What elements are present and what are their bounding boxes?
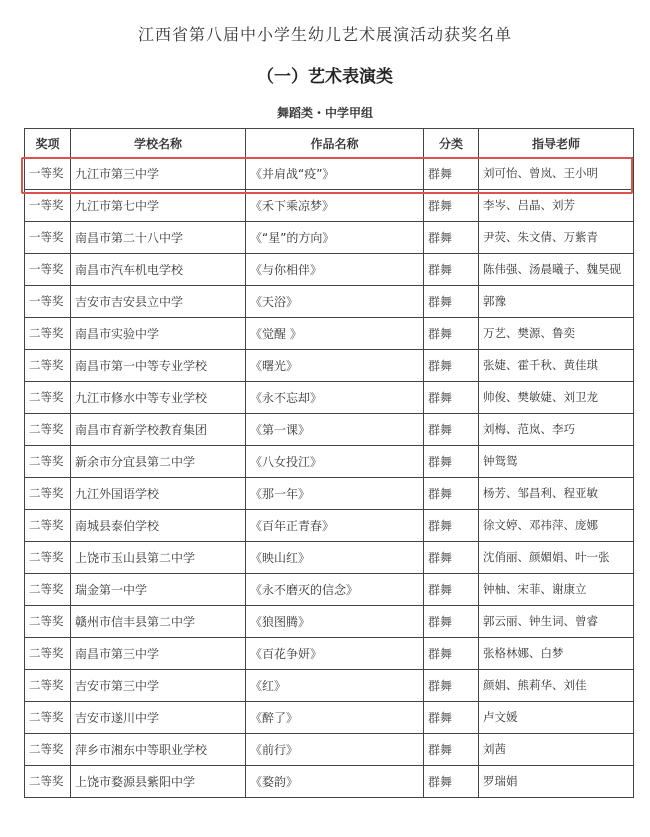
award-cell: 一等奖 — [25, 190, 71, 222]
work-cell: 《永不磨灭的信念》 — [246, 574, 424, 606]
category-cell: 群舞 — [424, 414, 479, 446]
work-cell: 《并肩战“疫”》 — [246, 158, 424, 190]
header-work: 作品名称 — [246, 129, 424, 158]
award-cell: 二等奖 — [25, 510, 71, 542]
award-cell: 二等奖 — [25, 734, 71, 766]
school-cell: 上饶市婺源县紫阳中学 — [71, 766, 246, 798]
header-school: 学校名称 — [71, 129, 246, 158]
school-cell: 南昌市第二十八中学 — [71, 222, 246, 254]
teacher-cell: 张婕、霍千秋、黄佳琪 — [479, 350, 634, 382]
award-cell: 二等奖 — [25, 670, 71, 702]
table-row — [25, 574, 634, 606]
work-cell: 《百花争妍》 — [246, 638, 424, 670]
work-cell: 《映山红》 — [246, 542, 424, 574]
category-cell: 群舞 — [424, 542, 479, 574]
header-category: 分类 — [424, 129, 479, 158]
work-cell: 《天浴》 — [246, 286, 424, 318]
award-cell: 二等奖 — [25, 350, 71, 382]
work-cell: 《那一年》 — [246, 478, 424, 510]
table-row — [25, 510, 634, 542]
category-cell: 群舞 — [424, 510, 479, 542]
teacher-cell: 沈俏丽、颜媚娟、叶一张 — [479, 542, 634, 574]
work-cell: 《前行》 — [246, 734, 424, 766]
school-cell: 南昌市育新学校教育集团 — [71, 414, 246, 446]
work-cell: 《曙光》 — [246, 350, 424, 382]
award-cell: 一等奖 — [25, 222, 71, 254]
category-cell: 群舞 — [424, 446, 479, 478]
teacher-cell: 郭云丽、钟生词、曾睿 — [479, 606, 634, 638]
header-award: 奖项 — [25, 129, 71, 158]
table-row — [25, 158, 634, 190]
school-cell: 吉安市遂川中学 — [71, 702, 246, 734]
category-cell: 群舞 — [424, 190, 479, 222]
teacher-cell: 颜娟、熊莉华、刘佳 — [479, 670, 634, 702]
work-cell: 《觉醒 》 — [246, 318, 424, 350]
table-row — [25, 702, 634, 734]
teacher-cell: 李岑、吕晶、刘芳 — [479, 190, 634, 222]
table-header-row — [25, 129, 634, 158]
award-cell: 二等奖 — [25, 382, 71, 414]
table-row — [25, 734, 634, 766]
category-cell: 群舞 — [424, 734, 479, 766]
category-cell: 群舞 — [424, 286, 479, 318]
table-row — [25, 318, 634, 350]
category-cell: 群舞 — [424, 702, 479, 734]
table-row — [25, 414, 634, 446]
teacher-cell: 郭豫 — [479, 286, 634, 318]
award-cell: 二等奖 — [25, 414, 71, 446]
category-cell: 群舞 — [424, 478, 479, 510]
work-cell: 《“星”的方向》 — [246, 222, 424, 254]
teacher-cell: 帅俊、樊敏婕、刘卫龙 — [479, 382, 634, 414]
school-cell: 上饶市玉山县第二中学 — [71, 542, 246, 574]
work-cell: 《禾下乘凉梦》 — [246, 190, 424, 222]
work-cell: 《百年正青春》 — [246, 510, 424, 542]
school-cell: 瑞金第一中学 — [71, 574, 246, 606]
category-cell: 群舞 — [424, 766, 479, 798]
teacher-cell: 钟柚、宋菲、谢康立 — [479, 574, 634, 606]
school-cell: 赣州市信丰县第二中学 — [71, 606, 246, 638]
work-cell: 《与你相伴》 — [246, 254, 424, 286]
category-cell: 群舞 — [424, 158, 479, 190]
table-row — [25, 190, 634, 222]
work-cell: 《第一课》 — [246, 414, 424, 446]
award-cell: 二等奖 — [25, 638, 71, 670]
table-row — [25, 638, 634, 670]
teacher-cell: 钟鸳鸳 — [479, 446, 634, 478]
teacher-cell: 杨芳、邹昌利、程亚敏 — [479, 478, 634, 510]
table-row — [25, 222, 634, 254]
award-cell: 二等奖 — [25, 702, 71, 734]
group-heading: 舞蹈类・中学甲组 — [276, 106, 373, 120]
work-cell: 《永不忘却》 — [246, 382, 424, 414]
teacher-cell: 尹荧、朱文倩、万紫青 — [479, 222, 634, 254]
category-cell: 群舞 — [424, 222, 479, 254]
table-row — [25, 478, 634, 510]
teacher-cell: 陈伟强、汤晨曦子、魏昊砚 — [479, 254, 634, 286]
school-cell: 新余市分宜县第二中学 — [71, 446, 246, 478]
awards-table — [24, 128, 634, 798]
school-cell: 吉安市第三中学 — [71, 670, 246, 702]
category-cell: 群舞 — [424, 638, 479, 670]
award-cell: 一等奖 — [25, 254, 71, 286]
teacher-cell: 刘梅、范岚、李巧 — [479, 414, 634, 446]
teacher-cell: 卢文媛 — [479, 702, 634, 734]
school-cell: 南昌市第三中学 — [71, 638, 246, 670]
school-cell: 南昌市第一中等专业学校 — [71, 350, 246, 382]
category-cell: 群舞 — [424, 350, 479, 382]
award-cell: 二等奖 — [25, 318, 71, 350]
table-row — [25, 766, 634, 798]
teacher-cell: 张格林娜、白梦 — [479, 638, 634, 670]
work-cell: 《八女投江》 — [246, 446, 424, 478]
teacher-cell: 刘可怡、曾岚、王小明 — [479, 158, 634, 190]
work-cell: 《红》 — [246, 670, 424, 702]
category-cell: 群舞 — [424, 670, 479, 702]
award-cell: 二等奖 — [25, 542, 71, 574]
award-cell: 二等奖 — [25, 446, 71, 478]
school-cell: 南昌市汽车机电学校 — [71, 254, 246, 286]
teacher-cell: 罗瑞娟 — [479, 766, 634, 798]
category-cell: 群舞 — [424, 318, 479, 350]
award-cell: 二等奖 — [25, 606, 71, 638]
award-cell: 二等奖 — [25, 574, 71, 606]
school-cell: 南城县泰伯学校 — [71, 510, 246, 542]
work-cell: 《醉了》 — [246, 702, 424, 734]
table-row — [25, 382, 634, 414]
document-title: 江西省第八届中小学生幼儿艺术展演活动获奖名单 — [137, 25, 512, 44]
work-cell: 《狼图腾》 — [246, 606, 424, 638]
table-row — [25, 670, 634, 702]
table-row — [25, 254, 634, 286]
work-cell: 《婺韵》 — [246, 766, 424, 798]
category-cell: 群舞 — [424, 254, 479, 286]
award-cell: 二等奖 — [25, 766, 71, 798]
category-cell: 群舞 — [424, 606, 479, 638]
section-subtitle: （一）艺术表演类 — [257, 67, 393, 87]
award-cell: 一等奖 — [25, 158, 71, 190]
table-row — [25, 606, 634, 638]
school-cell: 九江市修水中等专业学校 — [71, 382, 246, 414]
school-cell: 萍乡市湘东中等职业学校 — [71, 734, 246, 766]
teacher-cell: 万艺、樊源、鲁奕 — [479, 318, 634, 350]
award-cell: 一等奖 — [25, 286, 71, 318]
school-cell: 九江市第七中学 — [71, 190, 246, 222]
table-row — [25, 286, 634, 318]
table-row — [25, 446, 634, 478]
school-cell: 九江市第三中学 — [71, 158, 246, 190]
award-cell: 二等奖 — [25, 478, 71, 510]
school-cell: 南昌市实验中学 — [71, 318, 246, 350]
table-row — [25, 542, 634, 574]
header-teacher: 指导老师 — [479, 129, 634, 158]
school-cell: 吉安市吉安县立中学 — [71, 286, 246, 318]
table-row — [25, 350, 634, 382]
teacher-cell: 刘茜 — [479, 734, 634, 766]
teacher-cell: 徐文婷、邓祎萍、庞娜 — [479, 510, 634, 542]
school-cell: 九江外国语学校 — [71, 478, 246, 510]
category-cell: 群舞 — [424, 574, 479, 606]
category-cell: 群舞 — [424, 382, 479, 414]
